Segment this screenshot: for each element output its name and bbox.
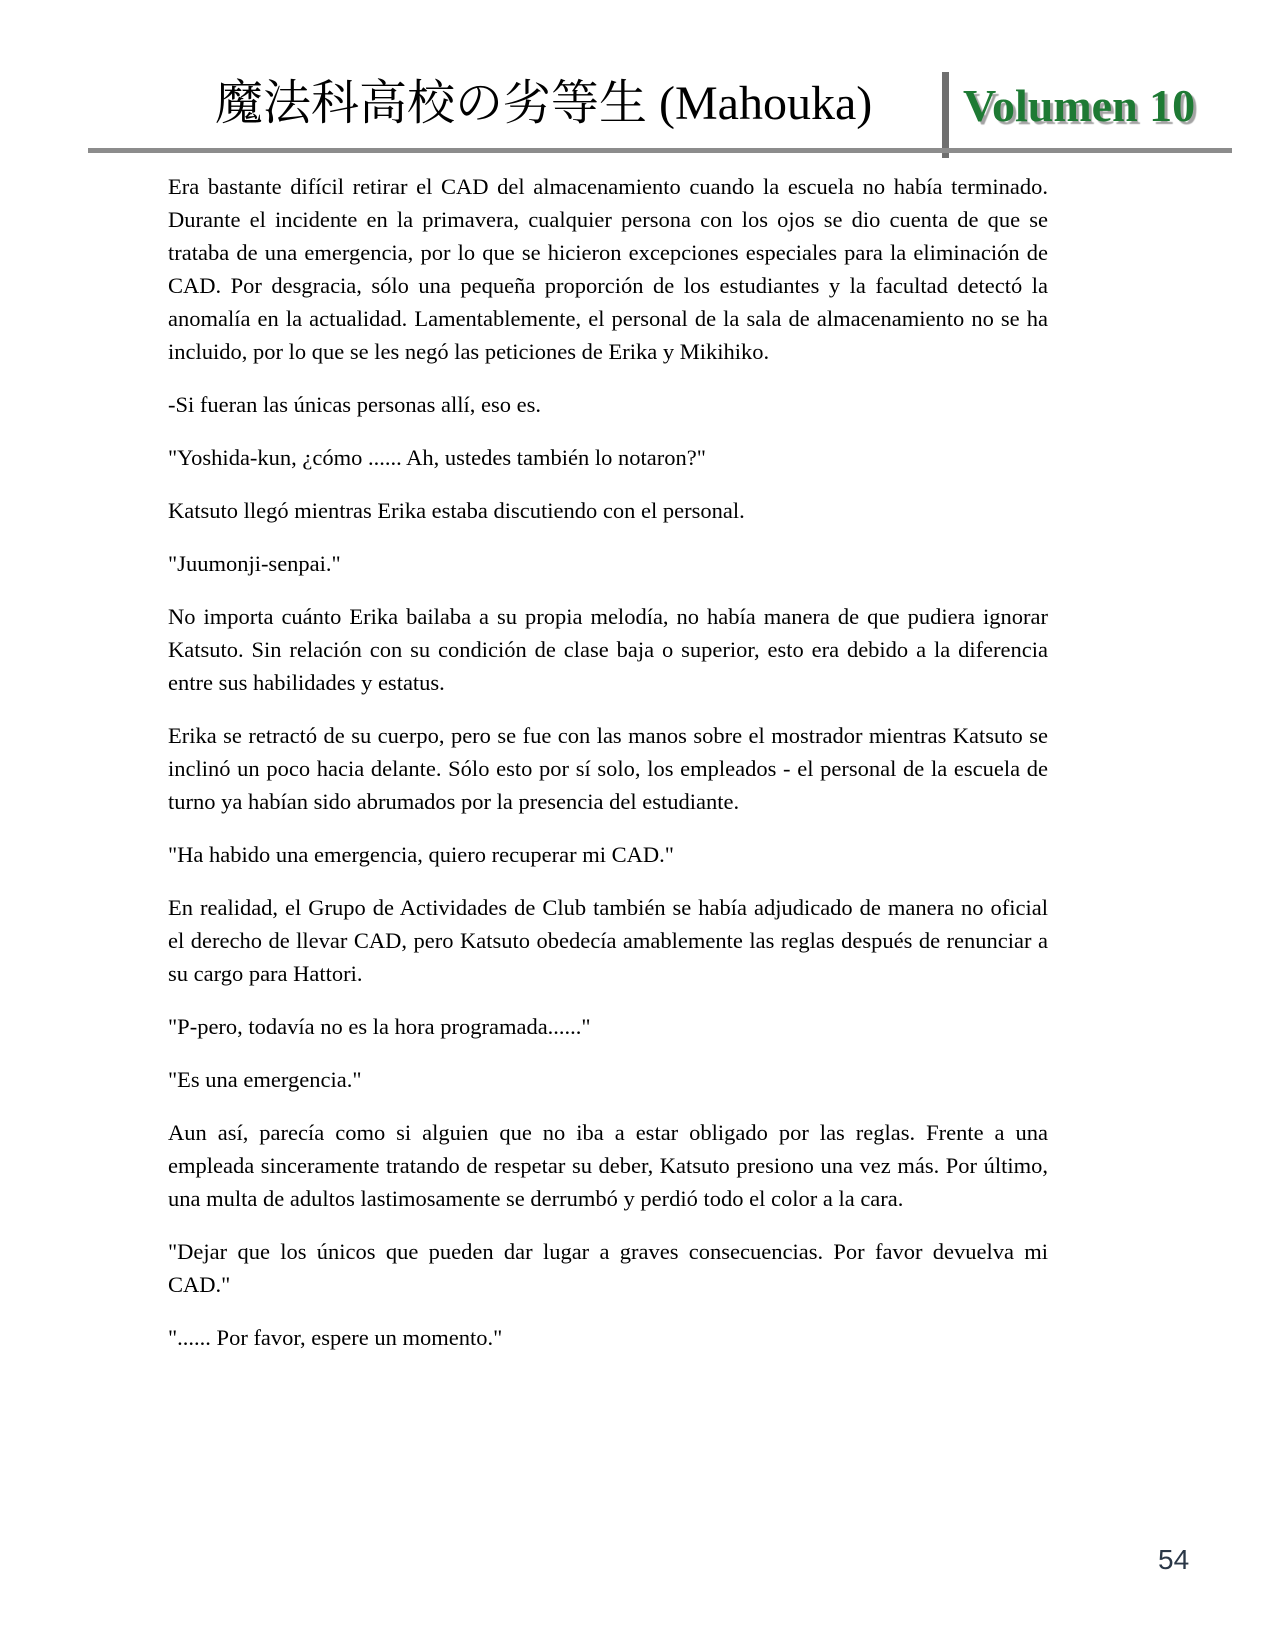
- paragraph: No importa cuánto Erika bailaba a su propia melodía, no había manera de que pudiera ignorar Katsuto. Sin relación con su condición de clase baja o superior, esto era debido a la diferencia entre sus habilidades y estatus.: [168, 604, 1048, 695]
- paragraph: "Ha habido una emergencia, quiero recuperar mi CAD.": [168, 842, 674, 867]
- page-number: 54: [1158, 1544, 1190, 1575]
- paragraph: "Es una emergencia.": [168, 1067, 362, 1092]
- paragraph: "Dejar que los únicos que pueden dar lugar a graves consecuencias. Por favor devuelva mi CAD.": [168, 1239, 1048, 1297]
- page-title: 魔法科高校の劣等生 (Mahouka): [215, 77, 873, 130]
- header-horizontal-rule: [88, 148, 1232, 153]
- document-body: [168, 170, 1048, 1374]
- header-vertical-divider: [942, 72, 949, 158]
- paragraph: -Si fueran las únicas personas allí, eso es.: [168, 392, 542, 417]
- paragraph: En realidad, el Grupo de Actividades de Club también se había adjudicado de manera no oficial el derecho de llevar CAD, pero Katsuto obedecía amablemente las reglas después de renunciar a su cargo para Hattori.: [168, 895, 1048, 986]
- volume-label: Volumen 10: [963, 80, 1196, 131]
- paragraph: "P-pero, todavía no es la hora programada......": [168, 1014, 591, 1039]
- paragraph: "...... Por favor, espere un momento.": [168, 1325, 503, 1350]
- paragraph: Aun así, parecía como si alguien que no iba a estar obligado por las reglas. Frente a una empleada sinceramente tratando de respetar su deber, Katsuto presiono una vez más. Por último, una multa de adultos lastimosamente se derrumbó y perdió todo el color a la cara.: [168, 1120, 1048, 1211]
- paragraph: Era bastante difícil retirar el CAD del almacenamiento cuando la escuela no había terminado. Durante el incidente en la primavera, cualquier persona con los ojos se dio cuenta de que se trataba de una emergencia, por lo que se hicieron excepciones especiales para la eliminación de CAD. Por desgracia, sólo una pequeña proporción de los estudiantes y la facultad detectó la anomalía en la actualidad. Lamentablemente, el personal de la sala de almacenamiento no se ha incluido, por lo que se les negó las peticiones de Erika y Mikihiko.: [168, 174, 1048, 364]
- paragraph: Erika se retractó de su cuerpo, pero se fue con las manos sobre el mostrador mientras Katsuto se inclinó un poco hacia delante. Sólo esto por sí solo, los empleados - el personal de la escuela de turno ya habían sido abrumados por la presencia del estudiante.: [168, 723, 1048, 814]
- paragraph: "Juumonji-senpai.": [168, 551, 341, 576]
- paragraph: Katsuto llegó mientras Erika estaba discutiendo con el personal.: [168, 498, 745, 523]
- paragraph: "Yoshida-kun, ¿cómo ...... Ah, ustedes también lo notaron?": [168, 445, 706, 470]
